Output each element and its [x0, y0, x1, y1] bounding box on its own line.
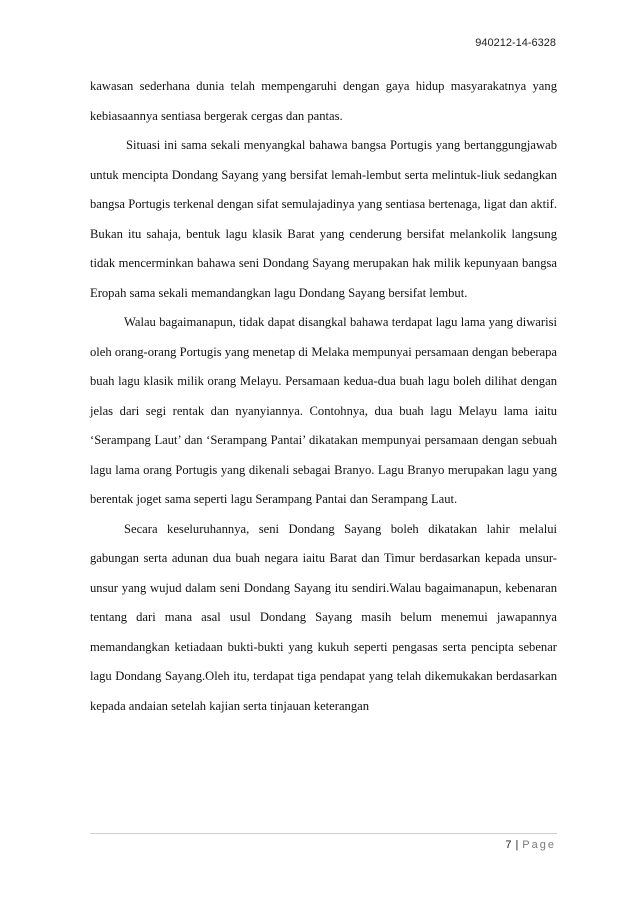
paragraph: Secara keseluruhannya, seni Dondang Sayang boleh dikatakan lahir melalui gabungan serta adunan dua buah negara iaitu Barat dan Timur berdasarkan kepada unsur-unsur yang wujud dalam seni Dondang Sayang itu sendiri.Walau bagaimanapun, kebenaran tentang dari mana asal usul Dondang Sayang masih belum menemui jawapannya memandangkan ketiadaan bukti-bukti yang kukuh seperti pengasas serta pencipta sebenar lagu Dondang Sayang.Oleh itu, terdapat tiga pendapat yang telah dikemukakan berdasarkan kepada andaian setelah kajian serta tinjauan keterangan — [90, 521, 557, 713]
paragraph: Situasi ini sama sekali menyangkal bahawa bangsa Portugis yang bertanggungjawab untuk mencipta Dondang Sayang yang bersifat lemah-lembut serta melintuk-liuk sedangkan bangsa Portugis terkenal dengan sifat semulajadinya yang sentiasa bertenaga, ligat dan aktif. Bukan itu sahaja, bentuk lagu klasik Barat yang cenderung bersifat melankolik langsung tidak mencerminkan bahawa seni Dondang Sayang merupakan hak milik kepunyaan bangsa Eropah sama sekali memandangkan lagu Dondang Sayang bersifat lembut. — [90, 138, 557, 300]
document-id-number: 940212-14-6328 — [475, 37, 556, 49]
page-separator: | — [515, 839, 519, 851]
footer-divider — [90, 833, 557, 834]
page-footer — [505, 839, 556, 851]
document-body — [90, 72, 557, 721]
page-label: Page — [522, 839, 556, 851]
page-number: 7 — [505, 839, 512, 851]
paragraph-continued: kawasan sederhana dunia telah mempengaruhi dengan gaya hidup masyarakatnya yang kebiasaannya sentiasa bergerak cergas dan pantas. — [90, 79, 557, 123]
paragraph: Walau bagaimanapun, tidak dapat disangkal bahawa terdapat lagu lama yang diwarisi oleh orang-orang Portugis yang menetap di Melaka mempunyai persamaan dengan beberapa buah lagu klasik milik orang Melayu. Persamaan kedua-dua buah lagu boleh dilihat dengan jelas dari segi rentak dan nyanyiannya. Contohnya, dua buah lagu Melayu lama iaitu ‘Serampang Laut’ dan ‘Serampang Pantai’ dikatakan mempunyai persamaan dengan sebuah lagu lama orang Portugis yang dikenali sebagai Branyo. Lagu Branyo merupakan lagu yang berentak joget sama seperti lagu Serampang Pantai dan Serampang Laut. — [90, 315, 557, 506]
